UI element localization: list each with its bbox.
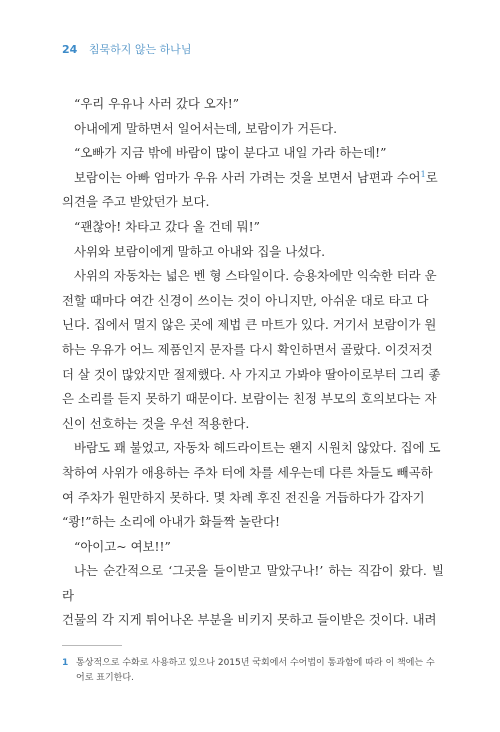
paragraph-line: 은 소리를 듣지 못하기 때문이다. 보람이는 친정 부모의 호의보다는 자: [62, 391, 437, 407]
paragraph-line: 더 살 것이 많았지만 절제했다. 사 가지고 가봐야 딸아이로부터 그리 좋: [62, 366, 441, 382]
paragraph-line: 전할 때마다 여간 신경이 쓰이는 것이 아니지만, 아쉬운 대로 타고 다: [62, 292, 429, 308]
paragraph-line: 여 주차가 원만하지 못하다. 몇 차례 후진 전진을 거듭하다가 갑자기: [62, 489, 425, 505]
paragraph: “괜찮아! 차타고 갔다 올 건데 뭐!”: [74, 218, 260, 234]
paragraph-line: 착하여 사위가 애용하는 주차 터에 차를 세우는데 다른 차들도 빼곡하: [62, 464, 433, 480]
paragraph-line: “쾅!”하는 소리에 아내가 화들짝 놀란다!: [62, 514, 280, 530]
paragraph: 보람이는 아빠 엄마가 우유 사러 가려는 것을 보면서 남편과 수어$^1$로: [74, 169, 438, 185]
footnote-number: 1: [62, 658, 69, 668]
paragraph-line: 건물의 각 지게 튀어나온 부분을 비키지 못하고 들이받은 것이다. 내려: [62, 612, 437, 628]
page-number: 24: [62, 43, 78, 56]
paragraph: 사위와 보람이에게 말하고 아내와 집을 나섰다.: [74, 243, 326, 259]
paragraph: 사위의 자동차는 넓은 벤 형 스타일이다. 승용차에만 익숙한 터라 운: [74, 268, 437, 284]
running-header: [62, 41, 191, 57]
paragraph: “아이고~ 여보!!”: [74, 538, 171, 554]
paragraph: “우리 우유나 사러 갔다 오자!”: [74, 96, 240, 111]
paragraph: 바람도 꽤 불었고, 자동차 헤드라이트는 왠지 시원치 않았다. 집에 도: [74, 440, 441, 456]
paragraph-line: 신이 선호하는 것을 우선 적용한다.: [62, 415, 250, 431]
footnote-reference[interactable]: 1: [420, 169, 426, 179]
paragraph-line: 하는 우유가 어느 제품인지 문자를 다시 확인하면서 골랐다. 이것저것: [62, 341, 433, 357]
paragraph-line: 닌다. 집에서 멀지 않은 곳에 제법 큰 마트가 있다. 거기서 보람이가 원: [62, 317, 437, 333]
paragraph-line: 의견을 주고 받았던가 보다.: [62, 194, 210, 210]
footnote-text: 통상적으로 수화로 사용하고 있으나 2015년 국회에서 수어법이 통과함에 따라 이 책에는 수어로 표기한다.: [76, 658, 435, 683]
footnote: [62, 656, 442, 686]
body-text: [62, 92, 444, 633]
paragraph: 나는 순간적으로 ‘그곳을 들이받고 말았구나!’ 하는 직감이 왔다. 빌라: [62, 563, 444, 603]
footnote-divider: [62, 645, 122, 646]
paragraph: 아내에게 말하면서 일어서는데, 보람이가 거든다.: [74, 120, 338, 136]
paragraph: “오빠가 지금 밖에 바람이 많이 분다고 내일 가라 하는데!”: [74, 145, 387, 161]
book-title: 침묵하지 않는 하나님: [88, 43, 192, 56]
